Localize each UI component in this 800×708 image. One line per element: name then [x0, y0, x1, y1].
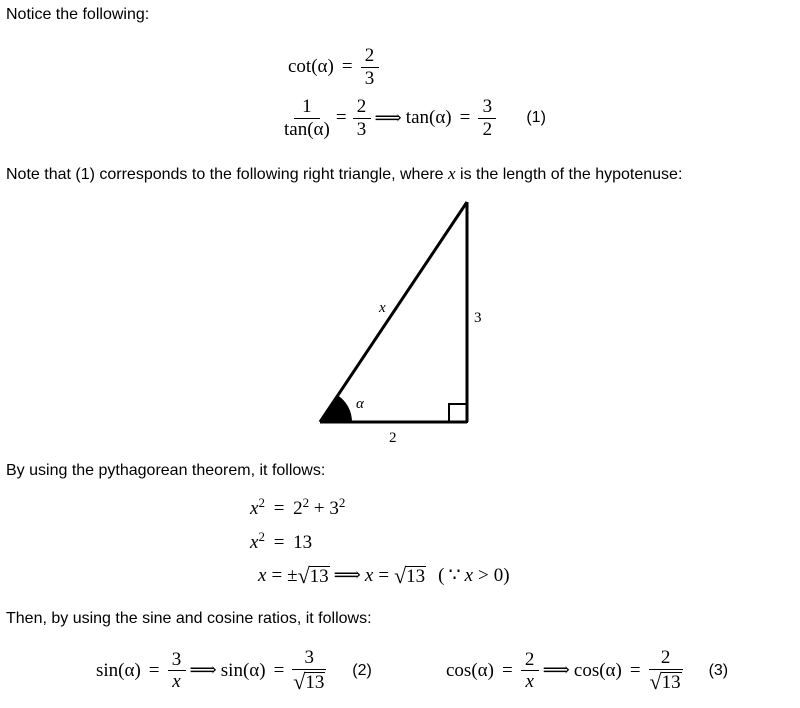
exponent: 2: [258, 529, 265, 544]
fraction-two-thirds: [361, 46, 379, 89]
pythagorean-line-3: [258, 564, 510, 587]
radical-icon: √: [293, 668, 306, 694]
denominator: 3: [356, 118, 367, 140]
fraction-one-over-tan: [284, 97, 330, 140]
greater-than-sign: >: [478, 564, 489, 586]
note-text: [6, 164, 682, 184]
equals-sign: =: [459, 107, 471, 129]
cos-expression: cos(α): [573, 659, 622, 681]
numerator: 3: [168, 650, 186, 672]
equals-sign: =: [273, 659, 285, 681]
note-prefix: Note that (1) corresponds to the following right triangle, where: [6, 166, 449, 183]
base-label: 2: [389, 430, 397, 446]
radicand: 13: [406, 565, 426, 587]
equals-sign: =: [273, 498, 285, 519]
radicand: 13: [305, 672, 325, 693]
equation-cosine: [446, 648, 728, 694]
note-variable: x: [448, 164, 456, 183]
fraction-three-halves: [478, 97, 496, 140]
close-paren: ): [503, 564, 510, 586]
implies-arrow: ⟹: [374, 107, 402, 129]
value-thirteen: 13: [293, 532, 313, 553]
exponent: 2: [338, 495, 346, 510]
radicand: 13: [661, 672, 681, 693]
equation-sine: [96, 648, 372, 694]
tan-expression: tan(α): [405, 107, 452, 129]
fraction-two-thirds: [353, 97, 371, 140]
plus-sign: +: [313, 498, 325, 519]
pythagorean-text: By using the pythagorean theorem, it follows:: [6, 462, 326, 479]
implies-arrow: ⟹: [333, 565, 361, 586]
var-x: x: [258, 564, 267, 586]
numerator: 3: [292, 648, 326, 670]
numerator: 2: [521, 650, 539, 672]
denominator: x: [525, 671, 534, 693]
plus-minus-sign: ±: [287, 564, 298, 586]
open-paren: (: [438, 564, 445, 586]
var-x: x: [250, 532, 259, 553]
equation-tag-3: (3): [708, 661, 729, 679]
triangle-hypotenuse: [320, 202, 467, 422]
numerator: 2: [353, 97, 371, 119]
equals-sign: =: [273, 532, 285, 553]
cot-expression: cot(α): [288, 56, 334, 78]
sin-expression: sin(α): [96, 659, 141, 681]
numerator: 3: [478, 97, 496, 119]
fraction-two-over-sqrt13: [649, 648, 683, 694]
equals-sign: =: [378, 564, 390, 586]
radical-icon: √: [297, 562, 310, 588]
sin-expression: sin(α): [220, 659, 266, 681]
fraction-two-over-x: [521, 650, 539, 693]
pythagorean-line-1: [250, 495, 346, 520]
exponent: 2: [258, 495, 265, 510]
angle-alpha-marker: [320, 395, 352, 422]
exponent: 2: [302, 495, 310, 510]
equals-sign: =: [501, 659, 513, 681]
denominator: [293, 670, 325, 694]
sqrt-thirteen: [293, 668, 325, 694]
hypotenuse-label: x: [379, 300, 386, 316]
implies-arrow: ⟹: [189, 660, 217, 682]
then-text: Then, by using the sine and cosine ratios, it follows:: [6, 610, 372, 627]
sqrt-thirteen: [297, 562, 330, 588]
equation-tan: [284, 97, 546, 140]
denominator: 3: [364, 67, 375, 89]
sqrt-thirteen: [649, 668, 682, 694]
numerator: 2: [649, 648, 683, 670]
pythagorean-line-2: [250, 529, 313, 554]
denominator: tan(α): [284, 118, 330, 140]
term-two: 2: [293, 498, 303, 519]
angle-label: α: [356, 396, 364, 412]
sqrt-thirteen: [394, 562, 426, 588]
var-x: x: [250, 498, 259, 519]
equation-tag-1: (1): [526, 109, 546, 127]
cos-expression: cos(α): [446, 659, 494, 681]
intro-text: Notice the following:: [6, 6, 150, 23]
equals-sign: =: [341, 56, 353, 78]
numerator: 1: [294, 97, 320, 119]
denominator: 2: [482, 118, 493, 140]
note-suffix: is the length of the hypotenuse:: [455, 166, 683, 183]
radicand: 13: [309, 565, 329, 587]
var-x: x: [364, 564, 374, 586]
fraction-three-over-x: [168, 650, 186, 693]
right-angle-marker: [449, 404, 467, 422]
right-triangle-diagram: [300, 192, 520, 457]
denominator: [650, 670, 682, 694]
equals-sign: =: [148, 659, 160, 681]
vertical-side-label: 3: [474, 310, 482, 326]
equals-sign: =: [629, 659, 641, 681]
because-symbol: ∵: [448, 565, 461, 586]
equation-tag-2: (2): [352, 661, 372, 679]
fraction-three-over-sqrt13: [292, 648, 326, 694]
equation-cot: [288, 46, 379, 89]
equals-sign: =: [335, 107, 347, 129]
term-three: 3: [329, 498, 339, 519]
numerator: 2: [361, 46, 379, 68]
radical-icon: √: [394, 562, 407, 588]
denominator: x: [172, 671, 181, 693]
radical-icon: √: [649, 668, 662, 694]
var-x: x: [464, 564, 474, 586]
equals-sign: =: [271, 564, 283, 586]
zero: 0: [493, 564, 504, 586]
implies-arrow: ⟹: [542, 660, 570, 682]
